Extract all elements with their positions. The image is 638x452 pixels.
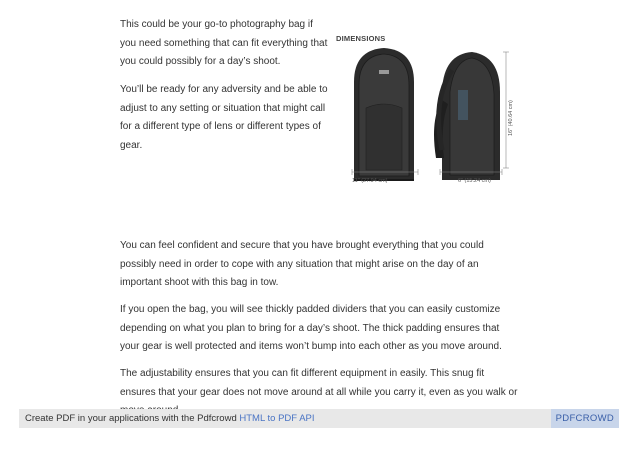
footer-text [25, 413, 315, 424]
depth-dimension-label: 6" (15.24 cm) [458, 178, 491, 184]
adjustability-paragraph: The adjustability ensures that you can fit different equipment in easily. This snug fit ensures that your gear does not move around at all while you carry it, even as you walk or [120, 368, 518, 398]
confidence-paragraph: You can feel confident and secure that you have brought everything that you could possibly need in order to cope with any situation that might arise on the day of an important shoot with this bag in tow. [120, 240, 484, 288]
backpack-dimensions-figure [332, 30, 522, 190]
adversity-paragraph: You’ll be ready for any adversity and be able to adjust to any setting or situation that might call for a different type of lens or different types of gear. [120, 84, 328, 151]
footer-prefix: Create PDF in your applications with the Pdfcrowd [25, 413, 240, 424]
backpack-front-view [354, 48, 414, 180]
pdfcrowd-footer [19, 409, 619, 428]
html-to-pdf-api-link[interactable]: HTML to PDF API [239, 413, 315, 424]
width-dimension-label: 11" (27.94 cm) [352, 178, 388, 184]
backpack-side-view [434, 52, 500, 180]
intro-paragraph: This could be your go-to photography bag if you need something that can fit everything that you could possibly for a day’s shoot. [120, 19, 328, 67]
height-dimension-label: 16" (40.64 cm) [508, 100, 514, 136]
dividers-paragraph: If you open the bag, you will see thickly padded dividers that you can easily customize depending on what you plan to bring for a day’s shoot. The thick padding ensures that your gear is well protected and items won’t bump into each other as you move around. [120, 304, 502, 352]
backpack-illustration [332, 30, 522, 190]
dimensions-title: DIMENSIONS [336, 34, 386, 43]
pdfcrowd-brand-button[interactable]: PDFCROWD [551, 409, 619, 428]
